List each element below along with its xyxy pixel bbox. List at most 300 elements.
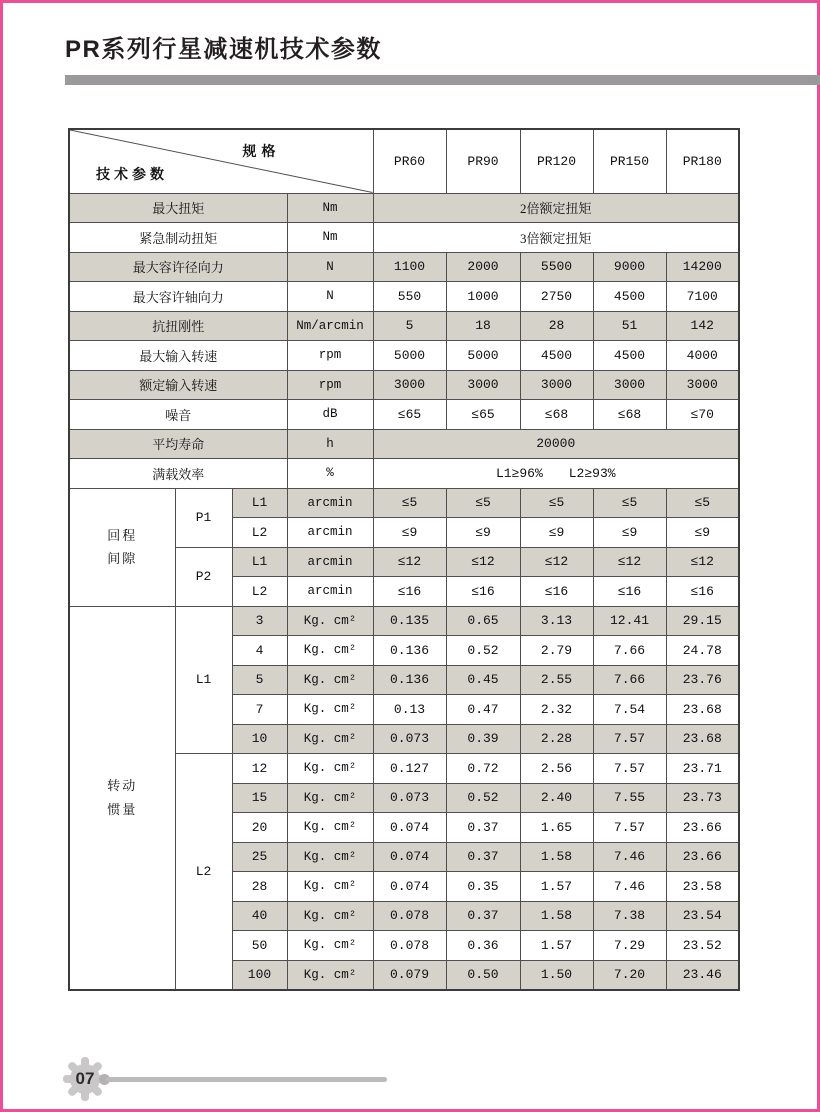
cell-text: 20000 xyxy=(536,436,576,452)
cell-text: 550 xyxy=(397,288,422,304)
cell-text: ≤12 xyxy=(471,554,495,570)
value-cell xyxy=(520,960,593,990)
table-row xyxy=(69,488,739,518)
cell-text: 23.66 xyxy=(682,849,722,865)
spec-table xyxy=(68,128,740,991)
value-cell xyxy=(520,636,593,666)
cell-text: 1.65 xyxy=(540,819,573,835)
value-cell xyxy=(446,960,520,990)
table-row xyxy=(69,370,739,400)
unit-cell xyxy=(287,724,373,754)
cell-text: 0.136 xyxy=(389,642,429,658)
value-cell xyxy=(593,400,666,430)
value-cell xyxy=(446,665,520,695)
cell-text: 2倍额定扭矩 xyxy=(519,201,592,217)
cell-text: 7.20 xyxy=(613,967,646,982)
value-cell xyxy=(593,252,666,282)
cell-text: ≤9 xyxy=(694,524,711,540)
cell-text: Nm xyxy=(322,230,338,245)
unit-cell xyxy=(287,429,373,459)
unit-cell xyxy=(287,960,373,990)
cell-text: 7.38 xyxy=(613,908,646,924)
cell-text: 20 xyxy=(251,819,268,835)
value-cell xyxy=(520,547,593,577)
value-cell xyxy=(520,282,593,312)
value-cell xyxy=(666,636,739,666)
value-cell xyxy=(373,252,446,282)
value-cell xyxy=(373,931,446,961)
cell-text: ≤5 xyxy=(694,495,711,511)
cell-text: 23.68 xyxy=(682,731,722,747)
cell-text: ≤12 xyxy=(617,554,642,570)
cell-text: 3.13 xyxy=(540,613,573,629)
cell-text: Kg. cm² xyxy=(303,879,357,894)
cell-text: Kg. cm² xyxy=(303,702,357,717)
value-cell xyxy=(593,370,666,400)
cell-text: 转动惯量 xyxy=(107,778,138,817)
cell-text: 23.76 xyxy=(682,672,722,688)
cell-text: 5500 xyxy=(540,259,573,275)
value-cell xyxy=(666,813,739,843)
cell-text: dB xyxy=(322,407,338,422)
cell-text: 2.56 xyxy=(540,760,573,776)
cell-text: Kg. cm² xyxy=(303,761,357,776)
ratio-cell xyxy=(232,636,287,666)
table-row xyxy=(69,606,739,636)
cell-text: 0.135 xyxy=(389,613,429,629)
cell-text: 23.46 xyxy=(682,967,722,982)
cell-text: 7.46 xyxy=(613,849,646,865)
value-cell xyxy=(593,636,666,666)
cell-text: 0.72 xyxy=(467,760,499,776)
value-cell xyxy=(373,577,446,607)
value-cell xyxy=(593,960,666,990)
cell-text: 0.074 xyxy=(389,819,429,835)
cell-text: rpm xyxy=(318,377,342,392)
cell-text: 0.52 xyxy=(467,790,499,806)
cell-text: ≤16 xyxy=(544,583,569,599)
cell-text: 5000 xyxy=(393,347,426,363)
cell-text: arcmin xyxy=(307,554,353,569)
value-cell xyxy=(593,311,666,341)
value-cell xyxy=(373,311,446,341)
cell-text: ≤9 xyxy=(401,524,418,540)
value-cell xyxy=(520,931,593,961)
cell-text: 1000 xyxy=(467,288,499,304)
cell-text: N xyxy=(326,289,334,304)
value-cell xyxy=(373,518,446,548)
cell-text: L1≥96% L2≥93% xyxy=(495,465,616,481)
table-row xyxy=(69,400,739,430)
value-cell xyxy=(520,783,593,813)
ratio-cell xyxy=(232,783,287,813)
cell-text: ≤12 xyxy=(690,554,714,570)
header-row xyxy=(69,129,739,193)
cell-text: P2 xyxy=(195,569,212,584)
cell-text: 23.52 xyxy=(682,937,722,953)
cell-text: P1 xyxy=(195,510,212,525)
ratio-cell xyxy=(232,931,287,961)
cell-text: 0.078 xyxy=(389,908,429,924)
cell-text: 1.57 xyxy=(540,937,573,953)
cell-text: 7.54 xyxy=(613,701,646,717)
cell-text: 23.71 xyxy=(682,760,722,776)
value-cell xyxy=(373,606,446,636)
param-label-cell xyxy=(69,400,287,430)
cell-text: 23.66 xyxy=(682,819,722,835)
value-cell xyxy=(593,783,666,813)
unit-cell xyxy=(287,754,373,784)
value-cell xyxy=(666,872,739,902)
cell-text: 4500 xyxy=(613,288,646,304)
cell-text: 3000 xyxy=(540,377,573,393)
value-cell xyxy=(593,695,666,725)
cell-text: 7100 xyxy=(686,288,718,304)
value-cell xyxy=(520,488,593,518)
value-cell xyxy=(593,577,666,607)
cell-text: 0.65 xyxy=(467,613,499,629)
corner-label-params: 技术参数 xyxy=(96,167,168,183)
cell-text: 最大容许径向力 xyxy=(132,260,224,276)
cell-text: 7.29 xyxy=(613,937,646,953)
cell-text: 1.50 xyxy=(540,967,573,982)
value-cell xyxy=(666,252,739,282)
param-label-cell xyxy=(69,459,287,489)
column-header-pr60: PR60 xyxy=(373,129,446,193)
value-cell xyxy=(446,341,520,371)
value-cell xyxy=(520,400,593,430)
value-cell xyxy=(593,518,666,548)
cell-text: 4500 xyxy=(540,347,573,363)
spec-table-container xyxy=(68,128,740,991)
value-cell xyxy=(373,400,446,430)
unit-cell xyxy=(287,636,373,666)
cell-text: 12 xyxy=(251,760,268,776)
stage-cell xyxy=(232,577,287,607)
value-cell xyxy=(593,606,666,636)
cell-text: 142 xyxy=(690,318,714,334)
value-cell xyxy=(666,577,739,607)
cell-text: Nm/arcmin xyxy=(296,318,364,333)
cell-text: 最大输入转速 xyxy=(139,348,218,364)
precision-group-cell xyxy=(175,547,232,606)
unit-cell xyxy=(287,488,373,518)
value-cell xyxy=(520,665,593,695)
cell-text: ≤9 xyxy=(548,524,565,540)
value-cell xyxy=(593,547,666,577)
unit-cell xyxy=(287,931,373,961)
unit-cell xyxy=(287,842,373,872)
cell-text: 回程间隙 xyxy=(107,527,138,566)
cell-text: 0.45 xyxy=(467,672,499,688)
value-cell xyxy=(446,724,520,754)
param-label-cell xyxy=(69,193,287,223)
cell-text: 100 xyxy=(247,967,272,982)
cell-text: 29.15 xyxy=(682,613,722,629)
value-cell xyxy=(666,724,739,754)
cell-text: ≤9 xyxy=(475,524,491,540)
cell-text: 0.13 xyxy=(393,701,426,717)
cell-text: 7.66 xyxy=(613,672,646,688)
value-cell xyxy=(520,754,593,784)
cell-text: Kg. cm² xyxy=(303,820,357,835)
value-cell xyxy=(446,488,520,518)
cell-text: ≤5 xyxy=(621,495,638,511)
value-cell xyxy=(593,282,666,312)
value-cell xyxy=(373,370,446,400)
value-cell xyxy=(446,518,520,548)
ratio-cell xyxy=(232,754,287,784)
unit-cell xyxy=(287,341,373,371)
cell-text: 40 xyxy=(251,908,268,924)
value-cell xyxy=(666,341,739,371)
stage-cell xyxy=(232,518,287,548)
value-cell xyxy=(373,223,739,253)
value-cell xyxy=(446,813,520,843)
cell-text: arcmin xyxy=(307,584,353,599)
cell-text: 24.78 xyxy=(682,642,722,658)
value-cell xyxy=(446,400,520,430)
cell-text: 额定输入转速 xyxy=(139,378,218,394)
value-cell xyxy=(520,311,593,341)
cell-text: 3000 xyxy=(467,377,499,393)
cell-text: 7.46 xyxy=(613,878,646,894)
precision-group-cell xyxy=(175,488,232,547)
cell-text: Kg. cm² xyxy=(303,731,357,746)
value-cell xyxy=(373,813,446,843)
table-row xyxy=(69,282,739,312)
param-label-cell xyxy=(69,223,287,253)
table-row xyxy=(69,223,739,253)
unit-cell xyxy=(287,872,373,902)
table-row xyxy=(69,429,739,459)
cell-text: 15 xyxy=(251,790,268,806)
cell-text: 4500 xyxy=(613,347,646,363)
cell-text: 4 xyxy=(255,642,264,658)
cell-text: 2750 xyxy=(540,288,573,304)
cell-text: 0.35 xyxy=(467,878,499,894)
unit-cell xyxy=(287,577,373,607)
value-cell xyxy=(666,488,739,518)
cell-text: 0.127 xyxy=(389,760,429,776)
unit-cell xyxy=(287,901,373,931)
cell-text: 23.68 xyxy=(682,701,722,717)
table-row xyxy=(69,252,739,282)
cell-text: rpm xyxy=(318,348,342,363)
unit-cell xyxy=(287,695,373,725)
cell-text: ≤12 xyxy=(544,554,569,570)
value-cell xyxy=(373,754,446,784)
cell-text: 1100 xyxy=(393,259,426,275)
value-cell xyxy=(373,842,446,872)
unit-cell xyxy=(287,223,373,253)
page-number: 07 xyxy=(75,1069,95,1088)
cell-text: arcmin xyxy=(307,495,353,510)
value-cell xyxy=(446,872,520,902)
value-cell xyxy=(593,842,666,872)
value-cell xyxy=(666,518,739,548)
cell-text: L1 xyxy=(195,672,212,688)
cell-text: 2.79 xyxy=(540,642,573,658)
cell-text: 0.074 xyxy=(389,849,429,865)
cell-text: 3 xyxy=(255,613,264,629)
cell-text: 0.37 xyxy=(467,819,499,835)
value-cell xyxy=(446,282,520,312)
param-label-cell xyxy=(69,341,287,371)
value-cell xyxy=(520,252,593,282)
unit-cell xyxy=(287,606,373,636)
cell-text: 10 xyxy=(251,731,268,747)
cell-text: ≤16 xyxy=(690,583,714,599)
corner-label-spec: 规格 xyxy=(242,145,281,160)
column-header-pr90: PR90 xyxy=(446,129,520,193)
cell-text: 7.57 xyxy=(613,760,646,776)
cell-text: ≤16 xyxy=(397,583,422,599)
value-cell xyxy=(446,754,520,784)
value-cell xyxy=(520,695,593,725)
cell-text: 0.079 xyxy=(389,967,429,982)
value-cell xyxy=(593,665,666,695)
cell-text: Nm xyxy=(322,200,338,215)
cell-text: 1.57 xyxy=(540,878,573,894)
value-cell xyxy=(446,931,520,961)
cell-text: 25 xyxy=(251,849,268,865)
cell-text: 2.55 xyxy=(540,672,573,688)
table-row xyxy=(69,341,739,371)
cell-text: ≤16 xyxy=(617,583,642,599)
cell-text: 3倍额定扭矩 xyxy=(519,230,592,246)
value-cell xyxy=(666,282,739,312)
cell-text: 7.55 xyxy=(613,790,646,806)
param-label-cell xyxy=(69,370,287,400)
value-cell xyxy=(520,341,593,371)
value-cell xyxy=(666,960,739,990)
value-cell xyxy=(520,370,593,400)
cell-text: 2.28 xyxy=(540,731,573,747)
value-cell xyxy=(446,252,520,282)
cell-text: 平均寿命 xyxy=(152,437,205,453)
ratio-cell xyxy=(232,695,287,725)
ratio-cell xyxy=(232,842,287,872)
cell-text: 0.47 xyxy=(467,701,499,717)
cell-text: 51 xyxy=(621,318,638,334)
page-title: PR系列行星减速机技术参数 xyxy=(65,36,382,63)
cell-text: Kg. cm² xyxy=(303,672,357,687)
cell-text: 5 xyxy=(255,672,264,688)
column-header-pr180: PR180 xyxy=(666,129,739,193)
cell-text: 0.073 xyxy=(389,731,429,747)
cell-text: 噪音 xyxy=(165,407,192,423)
value-cell xyxy=(373,193,739,223)
table-row xyxy=(69,311,739,341)
cell-text: 最大容许轴向力 xyxy=(132,289,224,305)
value-cell xyxy=(593,872,666,902)
value-cell xyxy=(373,429,739,459)
corner-cell xyxy=(69,129,373,193)
param-label-cell xyxy=(69,311,287,341)
cell-text: 紧急制动扭矩 xyxy=(139,230,218,246)
cell-text: ≤70 xyxy=(690,406,714,422)
section-label-inertia xyxy=(69,606,175,990)
unit-cell xyxy=(287,282,373,312)
value-cell xyxy=(666,311,739,341)
cell-text: 3000 xyxy=(686,377,718,393)
value-cell xyxy=(666,901,739,931)
value-cell xyxy=(520,606,593,636)
value-cell xyxy=(666,754,739,784)
cell-text: 7.57 xyxy=(613,819,646,835)
spec-table-body xyxy=(69,193,739,990)
cell-text: 4000 xyxy=(686,347,718,363)
cell-text: 23.73 xyxy=(682,790,722,806)
unit-cell xyxy=(287,459,373,489)
value-cell xyxy=(373,695,446,725)
cell-text: 0.36 xyxy=(467,937,499,953)
cell-text: 0.39 xyxy=(467,731,499,747)
value-cell xyxy=(373,341,446,371)
cell-text: ≤16 xyxy=(471,583,495,599)
value-cell xyxy=(666,931,739,961)
cell-text: 0.50 xyxy=(467,967,499,982)
cell-text: 18 xyxy=(475,318,491,334)
value-cell xyxy=(666,400,739,430)
value-cell xyxy=(446,842,520,872)
value-cell xyxy=(373,547,446,577)
value-cell xyxy=(520,901,593,931)
value-cell xyxy=(666,606,739,636)
unit-cell xyxy=(287,783,373,813)
value-cell xyxy=(446,577,520,607)
cell-text: Kg. cm² xyxy=(303,613,357,628)
value-cell xyxy=(520,813,593,843)
cell-text: 2.32 xyxy=(540,701,573,717)
cell-text: 2000 xyxy=(467,259,499,275)
cell-text: L2 xyxy=(251,524,268,540)
cell-text: Kg. cm² xyxy=(303,908,357,923)
value-cell xyxy=(373,901,446,931)
value-cell xyxy=(593,754,666,784)
cell-text: 14200 xyxy=(682,259,722,275)
unit-cell xyxy=(287,813,373,843)
param-label-cell xyxy=(69,429,287,459)
cell-text: Kg. cm² xyxy=(303,790,357,805)
cell-text: 5000 xyxy=(467,347,499,363)
value-cell xyxy=(446,636,520,666)
param-label-cell xyxy=(69,282,287,312)
cell-text: 50 xyxy=(251,937,268,953)
value-cell xyxy=(373,459,739,489)
cell-text: 3000 xyxy=(393,377,426,393)
value-cell xyxy=(520,724,593,754)
value-cell xyxy=(520,842,593,872)
value-cell xyxy=(373,960,446,990)
cell-text: 9000 xyxy=(613,259,646,275)
value-cell xyxy=(446,547,520,577)
unit-cell xyxy=(287,370,373,400)
cell-text: 28 xyxy=(251,878,268,894)
unit-cell xyxy=(287,193,373,223)
ratio-cell xyxy=(232,606,287,636)
cell-text: 23.58 xyxy=(682,878,722,894)
cell-text: N xyxy=(326,259,334,274)
column-header-pr120: PR120 xyxy=(520,129,593,193)
cell-text: 满载效率 xyxy=(152,466,205,482)
value-cell xyxy=(373,872,446,902)
param-label-cell xyxy=(69,252,287,282)
value-cell xyxy=(520,872,593,902)
cell-text: ≤68 xyxy=(617,406,642,422)
value-cell xyxy=(593,813,666,843)
